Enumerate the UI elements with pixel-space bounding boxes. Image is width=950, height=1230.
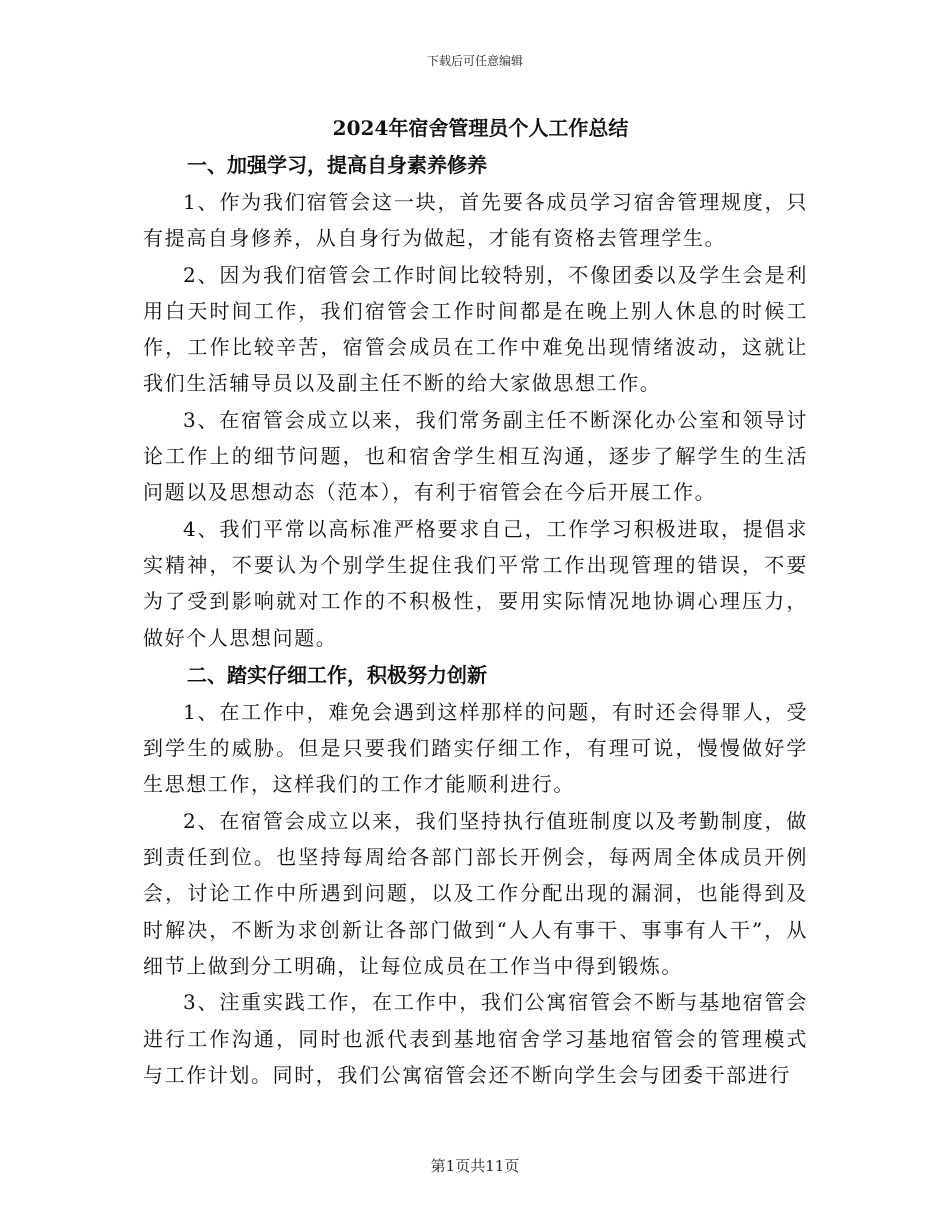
paragraph: 1、在工作中，难免会遇到这样那样的问题，有时还会得罪人，受到学生的威胁。但是只要我们踏实仔细工作，有理可说，慢慢做好学生思想工作，这样我们的工作才能顺利进行。: [143, 699, 808, 797]
paragraph: 1、作为我们宿管会这一块，首先要各成员学习宿舍管理规度，只有提高自身修养，从自身行为做起，才能有资格去管理学生。: [143, 190, 808, 251]
section-2: [143, 656, 808, 1093]
document-body: [143, 110, 808, 1093]
section-heading: 二、踏实仔细工作，积极努力创新: [187, 662, 487, 687]
paragraph: 3、注重实践工作，在工作中，我们公寓宿管会不断与基地宿管会进行工作沟通，同时也派代表到基地宿舍学习基地宿管会的管理模式与工作计划。同时，我们公寓宿管会还不断向学生会与团委干部进行: [143, 990, 808, 1087]
page-number: 第1页共11页: [430, 1157, 520, 1175]
paragraph: 4、我们平常以高标准严格要求自己，工作学习积极进取，提倡求实精神，不要认为个别学生捉住我们平常工作出现管理的错误，不要为了受到影响就对工作的不积极性，要用实际情况地协调心理压力，做好个人思想问题。: [143, 516, 808, 650]
paragraph: 2、因为我们宿管会工作时间比较特别，不像团委以及学生会是利用白天时间工作，我们宿管会工作时间都是在晚上别人休息的时候工作，工作比较辛苦，宿管会成员在工作中难免出现情绪波动，这就让我们生活辅导员以及副主任不断的给大家做思想工作。: [143, 262, 808, 396]
section-1: [143, 146, 808, 656]
page-header-note: 下载后可任意编辑: [426, 54, 523, 68]
section-heading: 一、加强学习，提高自身素养修养: [187, 153, 487, 177]
paragraph: 2、在宿管会成立以来，我们坚持执行值班制度以及考勤制度，做到责任到位。也坚持每周给各部门部长开例会，每两周全体成员开例会，讨论工作中所遇到问题，以及工作分配出现的漏洞，也能得到及时解决，不断为求创新让各部门做到“人人有事干、事事有人干”，从细节上做到分工明确，让每位成员在工作当中得到锻炼。: [143, 808, 808, 978]
paragraph: 3、在宿管会成立以来，我们常务副主任不断深化办公室和领导讨论工作上的细节问题，也和宿舍学生相互沟通，逐步了解学生的生活问题以及思想动态（范本），有利于宿管会在今后开展工作。: [143, 407, 808, 505]
document-title: 2024年宿舍管理员个人工作总结: [332, 116, 629, 140]
